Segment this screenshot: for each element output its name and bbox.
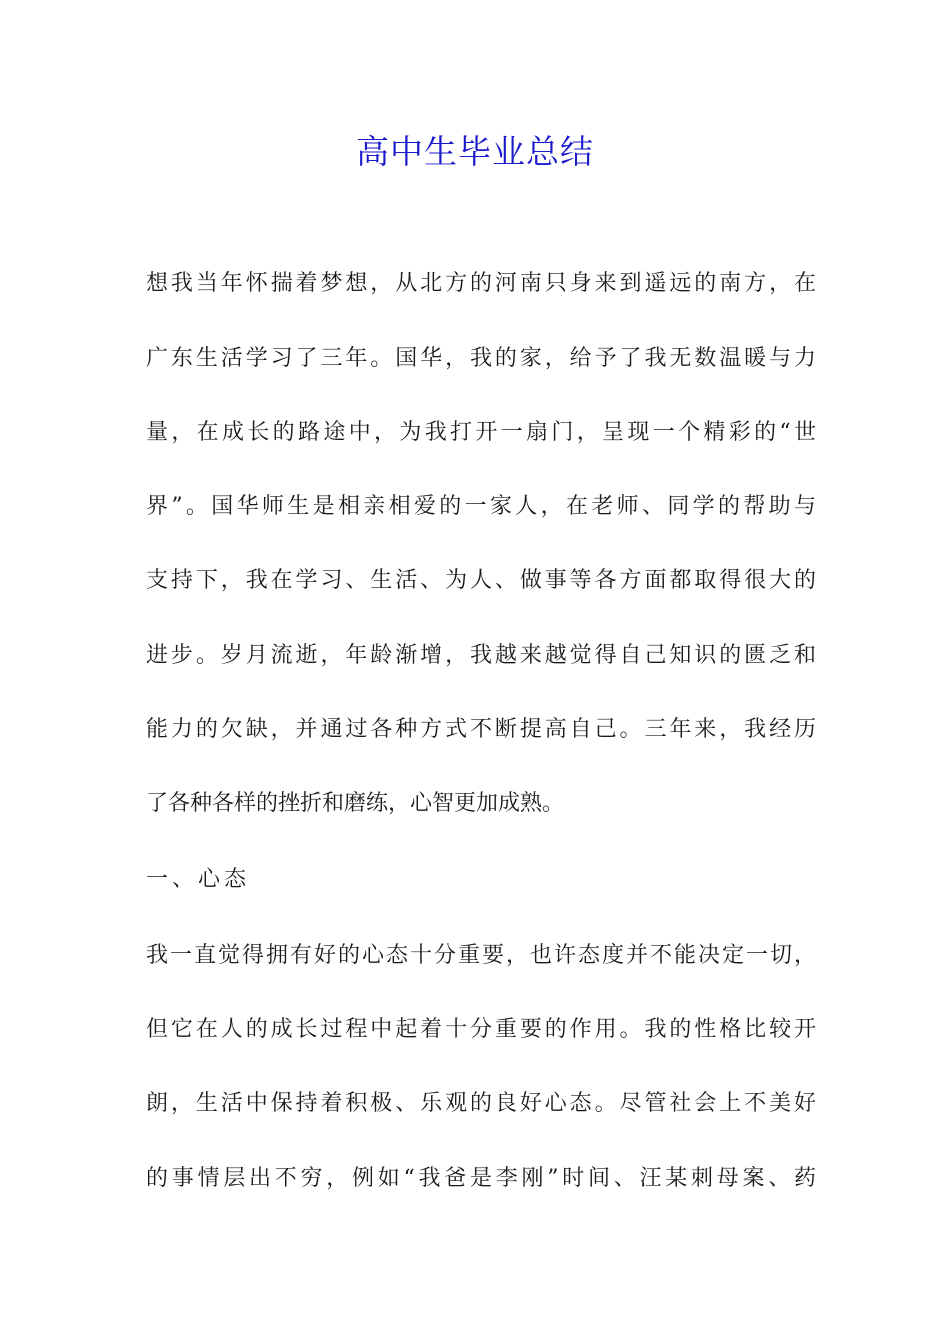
paragraph-line: 了各种各样的挫折和磨练，心智更加成熟。 <box>146 791 565 816</box>
paragraph-line: 但它在人的成长过程中起着十分重要的作用。我的性格比较开 <box>146 1017 816 1042</box>
paragraph-line: 界”。国华师生是相亲相爱的一家人，在老师、同学的帮助与 <box>146 494 816 519</box>
paragraph-line: 我一直觉得拥有好的心态十分重要，也许态度并不能决定一切， <box>146 943 816 968</box>
paragraph-line: 量，在成长的路途中，为我打开一扇门，呈现一个精彩的“世 <box>146 420 816 445</box>
paragraph-line: 支持下，我在学习、生活、为人、做事等各方面都取得很大的 <box>146 568 816 593</box>
paragraph-line: 进步。岁月流逝，年龄渐增，我越来越觉得自己知识的匮乏和 <box>146 643 816 668</box>
paragraph-line: 广东生活学习了三年。国华，我的家，给予了我无数温暖与力 <box>146 346 816 371</box>
paragraph-line: 朗，生活中保持着积极、乐观的良好心态。尽管社会上不美好 <box>146 1091 816 1116</box>
section-heading: 一、心态 <box>146 867 251 892</box>
document-title: 高中生毕业总结 <box>356 132 594 171</box>
paragraph-line: 想我当年怀揣着梦想，从北方的河南只身来到遥远的南方，在 <box>146 271 816 296</box>
paragraph-line: 的事情层出不穷，例如“我爸是李刚”时间、汪某刺母案、药 <box>146 1166 816 1191</box>
paragraph-line: 能力的欠缺，并通过各种方式不断提高自己。三年来，我经历 <box>146 717 816 742</box>
